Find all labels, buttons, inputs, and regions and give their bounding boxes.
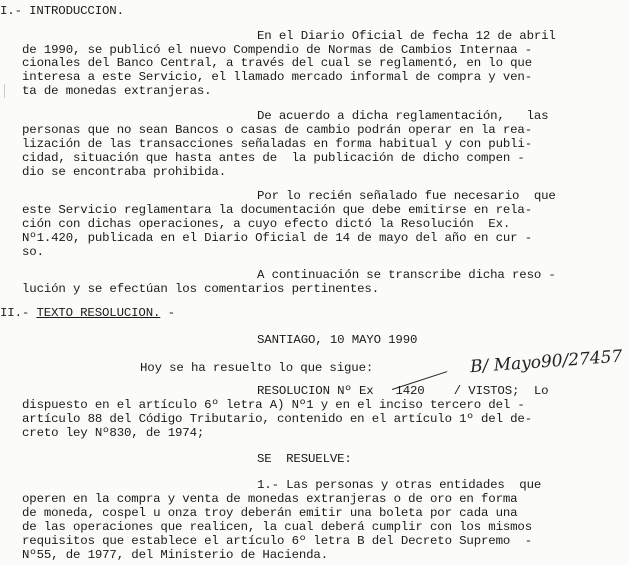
para3-line: Nº1.420, publicada en el Diario Oficial de 14 de mayo del año en cur - bbox=[22, 231, 532, 245]
point1-line: 1.- Las personas y otras entidades que bbox=[257, 478, 542, 492]
para2-line: personas que no sean Bancos o casas de cambio podrán operar en la rea- bbox=[22, 123, 532, 137]
para4-line: A continuación se transcribe dicha reso - bbox=[257, 268, 556, 282]
para2-line: lización de las transacciones señaladas en forma habitual y con publi- bbox=[22, 137, 532, 151]
para3-line: ción con dichas operaciones, a cuyo efecto dictó la Resolución Ex. bbox=[22, 217, 511, 231]
point1-line: requisitos que establece el artículo 6º letra B del Decreto Supremo - bbox=[22, 534, 532, 548]
se-resuelve-heading: SE RESUELVE: bbox=[257, 452, 352, 466]
resolution-line: creto ley Nº830, de 1974; bbox=[22, 426, 205, 440]
point1-line: operen en la compra y venta de monedas extranjeras o de oro en forma bbox=[22, 492, 518, 506]
section-2-heading bbox=[0, 306, 175, 320]
section-1-heading: I.- INTRODUCCION. bbox=[0, 4, 124, 18]
point1-line: Nº55, de 1977, del Ministerio de Hacienda. bbox=[22, 548, 328, 562]
para2-line: De acuerdo a dicha reglamentación, las bbox=[257, 109, 549, 123]
resolution-line: dispuesto en el artículo 6º letra A) Nº1 y en el inciso tercero del - bbox=[22, 398, 525, 412]
scan-artifact bbox=[4, 84, 8, 98]
section-2-suffix: - bbox=[160, 306, 175, 320]
handwritten-annotation: B/ Mayo90/27457 bbox=[469, 346, 623, 378]
section-2-title: TEXTO RESOLUCION. bbox=[36, 306, 161, 320]
para1-line: En el Diario Oficial de fecha 12 de abril bbox=[257, 29, 556, 43]
point1-line: de las operaciones que realicen, la cual deberá cumplir con los mismos bbox=[22, 520, 532, 534]
resolution-line: artículo 88 del Código Tributario, contenido en el artículo 1º del de- bbox=[22, 412, 532, 426]
para1-line: cionales del Banco Central, a través del cual se reglamentó, en lo que bbox=[22, 56, 532, 70]
para2-line: cidad, situación que hasta antes de la publicación de dicho compen - bbox=[22, 151, 525, 165]
para2-line: dio se encontraba prohibida. bbox=[22, 165, 226, 179]
para3-line: Por lo recién señalado fue necesario que bbox=[257, 189, 556, 203]
section-2-prefix: II.- bbox=[0, 306, 37, 320]
para3-line: este Servicio reglamentara la documentación que debe emitirse en rela- bbox=[22, 203, 532, 217]
resolution-number-line: RESOLUCION Nº Ex 1420 / VISTOS; Lo bbox=[257, 384, 549, 398]
resolution-intro: Hoy se ha resuelto lo que sigue: bbox=[140, 361, 374, 375]
para3-line: so. bbox=[22, 245, 44, 259]
para1-line: de 1990, se publicó el nuevo Compendio de Normas de Cambios Internaa - bbox=[22, 43, 532, 57]
point1-line: de moneda, cospel u onza troy deberán emitir una boleta por cada una bbox=[22, 506, 518, 520]
para1-line: ta de monedas extranjeras. bbox=[22, 84, 212, 98]
para4-line: lución y se efectúan los comentarios pertinentes. bbox=[22, 282, 379, 296]
resolution-place-date: SANTIAGO, 10 MAYO 1990 bbox=[257, 333, 418, 347]
para1-line: interesa a este Servicio, el llamado mercado informal de compra y ven- bbox=[22, 70, 532, 84]
